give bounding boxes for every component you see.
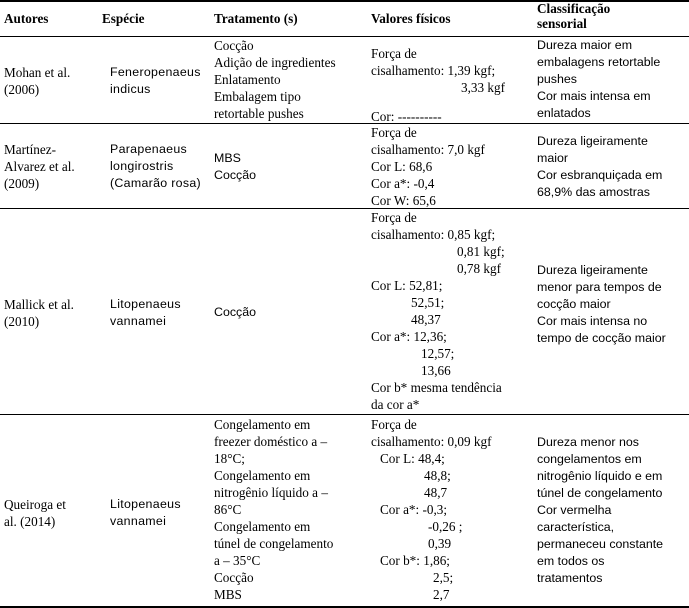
- row2-autor: Martínez- Alvarez et al. (2009): [4, 142, 75, 191]
- row-rule-2: [0, 208, 689, 209]
- row1-especie: Feneropenaeus indicus: [110, 65, 201, 96]
- header-valores: Valores físicos: [371, 11, 451, 26]
- row3-tratamento: Cocção: [214, 305, 257, 319]
- row3-classificacao: Dureza ligeiramente menor para tempos de cocção maior Cor mais intensa no tempo de cocção maior: [537, 263, 666, 345]
- row3-especie: Litopenaeus vannamei: [110, 297, 181, 328]
- header-autores: Autores: [4, 11, 49, 26]
- header-especie: Espécie: [102, 11, 145, 26]
- row1-tratamento: Cocção Adição de ingredientes Enlatamento Embalagem tipo retortable pushes: [214, 38, 336, 121]
- row-rule-1: [0, 123, 689, 124]
- row4-especie: Litopenaeus vannamei: [110, 497, 181, 528]
- row4-tratamento: Congelamento em freezer doméstico a – 18°C; Congelamento em nitrogênio líquido a – 86°C Congelamento em túnel de congelamento a – 35°C Cocção MBS: [214, 417, 334, 602]
- row3-valores: Força de cisalhamento: 0,85 kgf; 0,81 kgf; 0,78 kgf Cor L: 52,81; 52,51; 48,37 Cor a*: 12,36; 12,57; 13,66 Cor b* mesma tendência da cor a*: [371, 210, 505, 412]
- row2-classificacao: Dureza ligeiramente maior Cor esbranquiçada em 68,9% das amostras: [537, 134, 663, 199]
- row1-classificacao: Dureza maior em embalagens retortable pushes Cor mais intensa em enlatados: [537, 38, 661, 120]
- row1-autor: Mohan et al. (2006): [4, 65, 71, 97]
- row4-autor: Queiroga et al. (2014): [4, 497, 66, 529]
- row2-especie: Parapenaeus longirostris (Camarão rosa): [110, 142, 201, 190]
- header-classificacao: Classificação sensorial: [537, 1, 611, 31]
- row-rule-3: [0, 414, 689, 415]
- row1-valores: Força de cisalhamento: 1,39 kgf; 3,33 kgf Cor: ----------: [371, 46, 505, 124]
- row4-classificacao: Dureza menor nos congelamentos em nitrogênio líquido e em túnel de congelamento Cor vermelha característica, permaneceu constante em todos os tratamentos: [537, 435, 664, 585]
- header-tratamento: Tratamento (s): [214, 11, 298, 26]
- row2-tratamento: MBS Cocção: [214, 151, 257, 182]
- row3-autor: Mallick et al. (2010): [4, 297, 74, 329]
- row2-valores: Força de cisalhamento: 7,0 kgf Cor L: 68,6 Cor a*: -0,4 Cor W: 65,6: [371, 125, 485, 208]
- row4-valores: Força de cisalhamento: 0,09 kgf Cor L: 48,4; 48,8; 48,7 Cor a*: -0,3; -0,26 ; 0,39 Cor b*: 1,86; 2,5; 2,7: [371, 417, 492, 602]
